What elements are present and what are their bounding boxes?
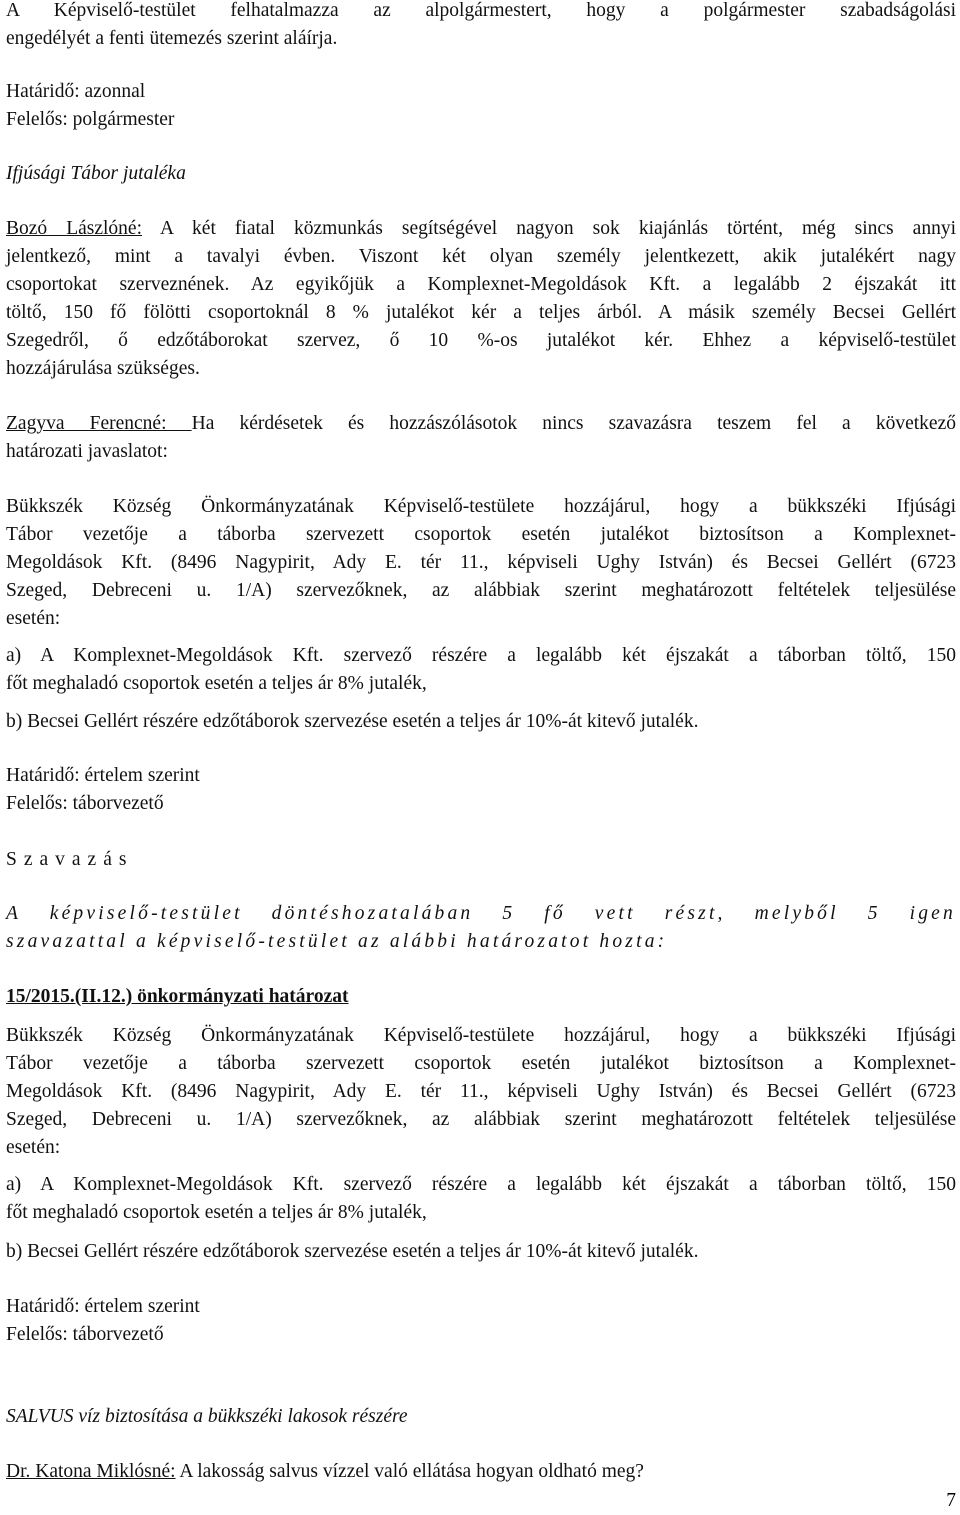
text-line: Szeged, Debreceni u. 1/A) szervezőknek, az alábbiak szerint meghatározott feltételek teljesülése xyxy=(6,1109,956,1130)
text-line: b) Becsei Gellért részére edzőtáborok szervezése esetén a teljes ár 10%-át kitevő jutalék. xyxy=(6,1241,699,1262)
text-line: Megoldások Kft. (8496 Nagypirit, Ady E. tér 11., képviseli Ughy István) és Becsei Gellért (6723 xyxy=(6,1081,956,1102)
speaker-name: Zagyva Ferencné: xyxy=(6,413,192,434)
resolution-title: 15/2015.(II.12.) önkormányzati határozat xyxy=(6,986,349,1007)
text-line: A Képviselő-testület felhatalmazza az alpolgármestert, hogy a polgármester szabadságolási xyxy=(6,0,956,21)
text-line: Bozó Lászlóné: A két fiatal közmunkás segítségével nagyon sok kiajánlás történt, még sincs annyi xyxy=(6,218,956,239)
text-line: Tábor vezetője a táborba szervezett csoportok esetén jutalékot biztosítson a Komplexnet- xyxy=(6,524,956,545)
proposal-item-b xyxy=(6,708,956,736)
resolution-deadline-block xyxy=(6,1293,956,1349)
text-line: Megoldások Kft. (8496 Nagypirit, Ady E. tér 11., képviseli Ughy István) és Becsei Gellért (6723 xyxy=(6,552,956,573)
text-line: esetén: xyxy=(6,608,61,629)
vote-paragraph xyxy=(6,900,956,956)
text-line: a) A Komplexnet-Megoldások Kft. szervező részére a legalább két éjszakát a táborban töltő, 150 xyxy=(6,1174,956,1195)
text-line: főt meghaladó csoportok esetén a teljes ár 8% jutalék, xyxy=(6,1202,427,1223)
text-line: b) Becsei Gellért részére edzőtáborok szervezése esetén a teljes ár 10%-át kitevő jutalék. xyxy=(6,711,699,732)
text-line: csoportokat szerveznének. Az egyikőjük a Komplexnet-Megoldások Kft. a legalább 2 éjszakát itt xyxy=(6,274,956,295)
deadline: Határidő: értelem szerint xyxy=(6,1296,200,1317)
resolution-item-b xyxy=(6,1238,956,1266)
text-line: jelentkező, mint a tavalyi évben. Viszont két olyan személy jelentkezett, akik jutalékért nagy xyxy=(6,246,956,267)
resolution-item-a xyxy=(6,1171,956,1227)
text-line: Zagyva Ferencné: Ha kérdésetek és hozzászólásotok nincs szavazásra teszem fel a következő xyxy=(6,413,956,434)
text-line: főt meghaladó csoportok esetén a teljes ár 8% jutalék, xyxy=(6,673,427,694)
text-line: töltő, 150 fő fölötti csoportoknál 8 % jutalékot kér a teljes árból. A másik személy Becsei Gellért xyxy=(6,302,956,323)
text-line: Bükkszék Község Önkormányzatának Képviselő-testülete hozzájárul, hogy a bükkszéki Ifjúsági xyxy=(6,496,956,517)
intro-paragraph xyxy=(6,0,956,53)
text-line: Szeged, Debreceni u. 1/A) szervezőknek, az alábbiak szerint meghatározott feltételek teljesülése xyxy=(6,580,956,601)
vote-heading: Szavazás xyxy=(6,849,134,870)
section-title: SALVUS víz biztosítása a bükkszéki lakosok részére xyxy=(6,1406,408,1427)
zagyva-paragraph xyxy=(6,410,956,466)
text-line: Dr. Katona Miklósné: A lakosság salvus vízzel való ellátása hogyan oldható meg? xyxy=(6,1461,644,1482)
text-line: A képviselő-testület döntéshozatalában 5 fő vett részt, melyből 5 igen xyxy=(6,903,956,924)
text-line: Szegedről, ő edzőtáborokat szervez, ő 10 %-os jutalékot kér. Ehhez a képviselő-testület xyxy=(6,330,956,351)
resolution-paragraph xyxy=(6,1022,956,1162)
speaker-name: Bozó Lászlóné: xyxy=(6,218,143,239)
text-line: határozati javaslatot: xyxy=(6,441,168,462)
responsible: Felelős: táborvezető xyxy=(6,1324,164,1345)
deadline: Határidő: azonnal xyxy=(6,81,146,102)
deadline: Határidő: értelem szerint xyxy=(6,765,200,786)
bozo-paragraph xyxy=(6,215,956,383)
text-line: engedélyét a fenti ütemezés szerint aláírja. xyxy=(6,28,338,49)
page-number: 7 xyxy=(946,1490,956,1511)
proposal-item-a xyxy=(6,642,956,698)
speaker-name: Dr. Katona Miklósné: xyxy=(6,1461,176,1482)
proposal-deadline-block xyxy=(6,762,956,818)
text-line: Bükkszék Község Önkormányzatának Képviselő-testülete hozzájárul, hogy a bükkszéki Ifjúsági xyxy=(6,1025,956,1046)
section-title: Ifjúsági Tábor jutaléka xyxy=(6,163,186,184)
responsible: Felelős: polgármester xyxy=(6,109,175,130)
text-line: esetén: xyxy=(6,1137,61,1158)
deadline-block xyxy=(6,78,956,134)
text-line: Tábor vezetője a táborba szervezett csoportok esetén jutalékot biztosítson a Komplexnet- xyxy=(6,1053,956,1074)
responsible: Felelős: táborvezető xyxy=(6,793,164,814)
katona-paragraph xyxy=(6,1458,956,1486)
text-line: a) A Komplexnet-Megoldások Kft. szervező részére a legalább két éjszakát a táborban töltő, 150 xyxy=(6,645,956,666)
text-line: hozzájárulása szükséges. xyxy=(6,358,200,379)
proposal-paragraph xyxy=(6,493,956,633)
text-line: szavazattal a képviselő-testület az alábbi határozatot hozta: xyxy=(6,931,668,952)
